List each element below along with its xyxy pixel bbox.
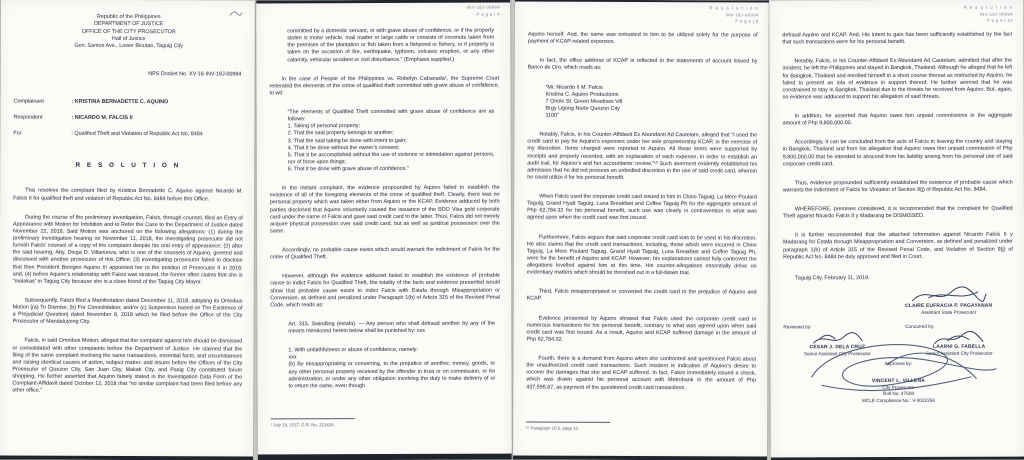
signatory-roll-number: Roll No. 47508	[883, 391, 915, 397]
party-label: Respondent	[13, 114, 43, 121]
signatory-mcle-number: MCLE Compliance No.: V-0022356	[862, 397, 936, 403]
footnote-rule	[526, 422, 610, 423]
dispositive-paragraph: WHEREFORE, premises considered, it is recommended that the complaint for Qualified Theft against Nicardo Falcis II y Madarang be DISMISSED.	[783, 205, 1013, 220]
header-doc-number: INV-18J-00994	[725, 12, 759, 18]
scan-page-1	[0, 0, 255, 460]
paragraph: Fourth, there is a demand from Aquino when she confronted and questioned Falcis about the unauthorized credit card transactions. Such incident is indicative of Aquino’s desire to recover the damages that she and KCAP suffered. In fact, Falcis immediately issued a check, which was drawn against his personal account with Metrobank in the amount of Php 437,595.67, as payment of the questioned credit card transactions.	[525, 355, 756, 391]
letterhead-line: OFFICE OF THE CITY PROSECUTOR	[81, 28, 176, 35]
paragraph: In fact, the office address of KCAP is reflected in the statements of account issued by Banco de Oro, which reads as:	[527, 57, 757, 72]
header-doc-number: INV-18J-00994	[980, 11, 1014, 17]
paragraph: In the case of People of the Philippines vs. Robelyn Cabanada¹, the Supreme Court reiterated the elements of the crime of qualified theft committed with grave abuse of confidence, to wit:	[269, 75, 500, 97]
signatory-role: Senior Assistant City Prosecutor	[925, 350, 993, 357]
paragraph: Furthermore, Falcis argues that said corporate credit card was to be used in his discretion. He also claims that the credit card transactions, including, those which were incurred in Chino Taguig, La Mere Poulard Taguig, Grand Hyatt Taguig, Luna Breakfast and Coffee Taguig Ph, were for the benefit of Aquino and KCAP. However, his explanations cannot fully controvert the allegations levelled against him at this time. His counter-allegations essentially delve on evidentiary matters which should be threshed out in a full-blown trial.	[526, 234, 757, 277]
approved-by-label: Approved by:	[884, 361, 913, 367]
date-and-place-line: Taguig City, February 11, 2019.	[795, 274, 870, 282]
case-parties	[13, 98, 243, 147]
signature-block	[783, 285, 1013, 404]
paragraph: Accordingly, no probable cause exists which would warrant the indictment of Falcis for the crime of Qualified Theft.	[269, 246, 500, 261]
concurred-by-label: Concurred by:	[905, 323, 935, 329]
scan-edge-artifact	[258, 454, 512, 460]
quoted-article-315: Art. 315. Swindling (estafa). — Any person who shall defraud another by any of the means mentioned herein below shall be punished by: xxx	[288, 320, 495, 335]
letterhead-line: Gen. Santos Ave., Lower Bicutan, Taguig City	[74, 42, 183, 50]
letterhead-line: Hall of Justice	[111, 35, 146, 42]
header-page-number: P a g e | 8	[734, 18, 759, 24]
paragraph: Notably, Falcis, in his Counter-Affidavit Ex Abundanti Ad Cautelam, admitted that after the incident, he left the Philippines and stayed in Bangkok, Thailand. Although he alleged that he left for Bangkok, Thailand and enrolled himself in a short course thereat as instructed by Aquino, he failed to present an iota of evidence in support thereof. He further averred that he was constrained to stay in Bangkok, Thailand due to the threats he received from Aquino. But, again, no evidence was adduced to support his allegation of said threats.	[782, 57, 1013, 101]
paragraph: defraud Aquino and KCAP. And, His intent to gain has been sufficiently established by the fact that such transactions were for his personal benefit.	[782, 31, 1013, 46]
scan-edge-artifact	[0, 455, 253, 460]
signatory-role: Senior Assistant City Prosecutor	[804, 351, 872, 357]
footnote	[270, 418, 500, 428]
header-page-number: P a g e | 4	[476, 11, 500, 17]
party-row-complainant	[14, 98, 244, 106]
paragraph: When Falcis used the corporate credit card issued to him in Chino Taguig, La Mere Poulard Taguig, Grand Hyatt Taguig, Luna Breakfast and Coffee Taguig Ph for the aggregate amount of Php 62,784.32 for his personal benefit, such use was clearly in contravention to what was agreed upon when the credit card was first issued.	[526, 193, 757, 222]
party-value: : NICARDO M. FALCIS II	[71, 114, 133, 121]
letterhead-line: DEPARTMENT OF JUSTICE	[94, 21, 164, 28]
party-value: : Qualified Theft and Violation of Republic Act No. 8484	[71, 130, 203, 138]
signature-row	[784, 323, 1014, 358]
scan-edge-artifact	[771, 457, 1024, 460]
signatory-main	[885, 285, 1014, 316]
quoted-elements-list: “The elements of Qualified Theft committed with grave abuse of confidence are as follows: 1. Taking of personal property; 2. That the said property belongs to another; 3. That the said taking be done with intent to gain; 4. That it be done without the owner’s consent; 5. That it be accomplished without the use of violence or intimidation against persons, nor of force upon things; 6. That it be done with grave abuse of confidence.”	[287, 108, 495, 173]
paragraph: Aquino herself. And, the same was entrusted to him to be utilized solely for the purpose of payment of KCAP-related expenses.	[527, 31, 758, 46]
signatory-reviewed	[784, 324, 892, 358]
paragraph: In the instant complaint, the evidence propounded by Aquino failed to establish the existence of all of the foregoing elements of the crime of qualified theft. Clearly, there was no personal property which was taken either from Aquino or the KCAP. Evidence adduced by both parties disclosed that Aquino voluntarily caused the issuance of the BDO Visa gold corporate card under the name of Falcis and gave said credit card to the latter. Thus, Falcis did not merely acquire physical possession over said credit card, but as well as juridical possession over the same.	[269, 184, 500, 235]
party-value: : KRISTINA BERNADETTE C. AQUINO	[71, 98, 169, 105]
agency-letterhead	[14, 14, 244, 51]
paragraph: Thus, evidence propounded sufficiently established the existence of probable cause which warrants the indictment of Falcis for Violation of Section 9(j) of Republic Act No. 8484.	[783, 179, 1013, 194]
signatory-approved	[784, 361, 1014, 404]
paragraph: This resolves the complaint filed by Kristina Bernadette C. Aquino against Nicardo M. Falcis II for qualified theft and violation of Republic Act No. 8484 before this Office.	[13, 187, 243, 202]
header-resolution-label: R e s o l u t i o n	[708, 5, 759, 11]
signatory-name: VINCENT L. VILLENA	[872, 378, 926, 384]
letterhead-line: Republic of the Philippines	[97, 13, 161, 21]
signatory-role: City Prosecutor	[882, 385, 915, 391]
scan-page-3	[512, 0, 768, 460]
paragraph: Subsequently, Falcis filed a Manifestation dated December 11, 2018, adopting its Omnibus Motion [(a) To Dismiss; (b) For Consolidation; and/or (c) Suspension based on The Existence of a Prejudicial Question] dated November 8, 2018 which he filed before the Office of the City Prosecutor of Mandaluyong City.	[12, 297, 243, 326]
resolution-title: R E S O L U T I O N	[75, 161, 181, 170]
scan-page-4	[769, 0, 1024, 460]
quoted-billing-address: “Mr. Nicardo II M. Falcis Kristina C. Aquino Productions 7 Oriole St. Green Meadows Vill Brgy Ugong Norte Quezon City 1100”	[544, 84, 622, 119]
header-doc-number: INV-18J-00994	[466, 4, 500, 10]
paragraph: In addition, he asserted that Aquino owes him unpaid commissions in the aggregate amount of Php 9,800,000.00.	[782, 112, 1013, 127]
header-page-number: P a g e | 10	[987, 18, 1014, 24]
party-label: For	[13, 130, 22, 137]
paragraph: Falcis, in said Omnibus Motion, alleged that the complaint against him should be dismissed or consolidated with other complaints before the Department of Justice. He claimed that the filing of the same complaint involving the same transactions, essential facts, and circumstances and raising identical causes of action, subject matter, and issues before the Offices of the City Prosecutor of Quezon City, San Juan City, Makati City, and Pasig City constituted forum shopping. He further asserted that Aquino falsely stated in the Investigation Data Form of the Complaint-Affidavit dated October 12, 2018 that “no similar complaint had been filed before any other office.”	[12, 337, 243, 394]
reviewed-by-label: Reviewed by:	[783, 323, 812, 329]
footnote	[526, 422, 756, 433]
footnote-rule	[270, 418, 354, 419]
header-resolution-label: R e s o l u t i o n	[963, 4, 1014, 10]
signatory-concurred	[905, 323, 1013, 357]
paragraph: Third, Falcis misappropriated or converted the credit card to the prejudice of Aquino and KCAP.	[526, 288, 756, 302]
signatory-name: CLAIRE EUFRACIA P. PAGAYANAN	[905, 303, 993, 309]
footnote-text: ¹⁰ Paragraph 10.b, page 13	[525, 425, 578, 432]
paragraph: Accordingly, it can be concluded from the acts of Falcis in leaving the country and staying in Bangkok, Thailand and from his allegation that Aquino owes him unpaid commission of Php 9,800,000.00 that he intended to abscond from his liability arising from his personal use of said corporate credit card.	[782, 138, 1013, 168]
quoted-article-315-sub: 1. With unfaithfulness or abuse of confidence, namely: xxx (b) By misappropriating or converting, to the prejudice of another, money, goods, or any other personal property received by the offender in trust or on commission, or for administration, or under any other obligation involving the duty to make delivery of or to return the same, even though	[288, 347, 496, 390]
paragraph: Evidence presented by Aquino showed that Falcis used the corporate credit card in numerous transactions for his personal benefit, contrary to what was agreed upon when said credit card was first issued. As a result, Aquino and KCAP suffered damage in the amount of Php 62,784.32.	[526, 315, 756, 343]
party-row-respondent	[13, 114, 243, 122]
paragraph: During the course of the preliminary investigation, Falcis, through counsel, filed an Entry of Appearance with Motion for Inhibition and to Refer the Case to the Department of Justice dated November 22, 2018. Said Motion was anchored on the following allegations: (1) during the preliminary investigation hearing on November 11, 2018, the investigating prosecutor did not furnish Falcis’ counsel of a copy of the complaint despite his oral entry of appearance; (2) after the said hearing, Atty. Diega D. Villanueva, who is one of the counsels of Aquino, greeted and discussed with another prosecutor of this Office; (3) investigating prosecutor failed to disclose that then President Benigno Aquino III appointed her to the position of Prosecutor II in 2016; and, (4) before Aquino’s relationship with Falcis was strained, the former often claims that she is “malakas” in Taguig City because she is a close friend of the Taguig City Mayor.	[12, 214, 243, 286]
signatory-role: Assistant State Prosecutor	[921, 310, 977, 316]
docket-number: NPS Docket No. XV-16-INV-18J-00994	[148, 71, 242, 78]
scan-edge-artifact	[512, 455, 766, 460]
paragraph: It is further recommended that the attached Information against Nicardo Falcis II y Madarang for Estafa through Misappropriation and Conversion, as defined and penalized under paragraph 1(b) of Article 315 of the Revised Penal Code, and Violation of Section 9(j) of Republic Act No. 8484 be duly approved and filed in Court.	[783, 231, 1014, 261]
footnote-text: ¹ July 19, 2017, G.R. No. 221424.	[270, 422, 335, 428]
quoted-statute-text: committed by a domestic servant, or with grave abuse of confidence, or if the property stolen is motor vehicle, mail matter or large cattle or consists of coconuts taken from the premises of the plantation or fish taken from a fishpond or fishery, or if property is taken on the occasion of fire, earthquake, typhoon, volcanic eruption, or any other calamity, vehicular accident or civil disturbance.” (Emphasis supplied.)	[287, 27, 494, 63]
signatory-name: LAARNI G. FABELLA	[933, 344, 986, 350]
party-row-charge	[13, 130, 243, 138]
paragraph: Notably, Falcis, in his Counter-Affidavit Ex Abundanti Ad Cautelam, alleged that “I used the credit card to pay for Aquino’s expenses under her sole proprietorship KCAP, in the exercise of my discretion. Items charged were reported to Aquino. All those items were supported by receipts and properly recorded, with an explanation of each expense, in order to establish an audit trail, for Aquino’s and her accountants’ review.”¹⁰ Such averment evidently established his admission that he did not possess an unbridled discretion in the use of said credit card, wherein he could utilize it for his personal benefit.	[526, 131, 757, 181]
scan-page-2	[256, 0, 511, 460]
signatory-name: CESAR J. DELA CRUZ	[809, 344, 866, 351]
paragraph: However, although the evidence adduced failed to establish the existence of probable cause to indict Falcis for Qualified Theft, the totality of the facts and evidence presented would show that probable cause exists to indict Falcis with Estafa through Misappropriation or Conversion, as defined and penalized under Paragraph 1(b) of Article 315 of the Revised Penal Code, which reads as:	[269, 272, 500, 309]
party-label: Complainant	[13, 98, 44, 105]
